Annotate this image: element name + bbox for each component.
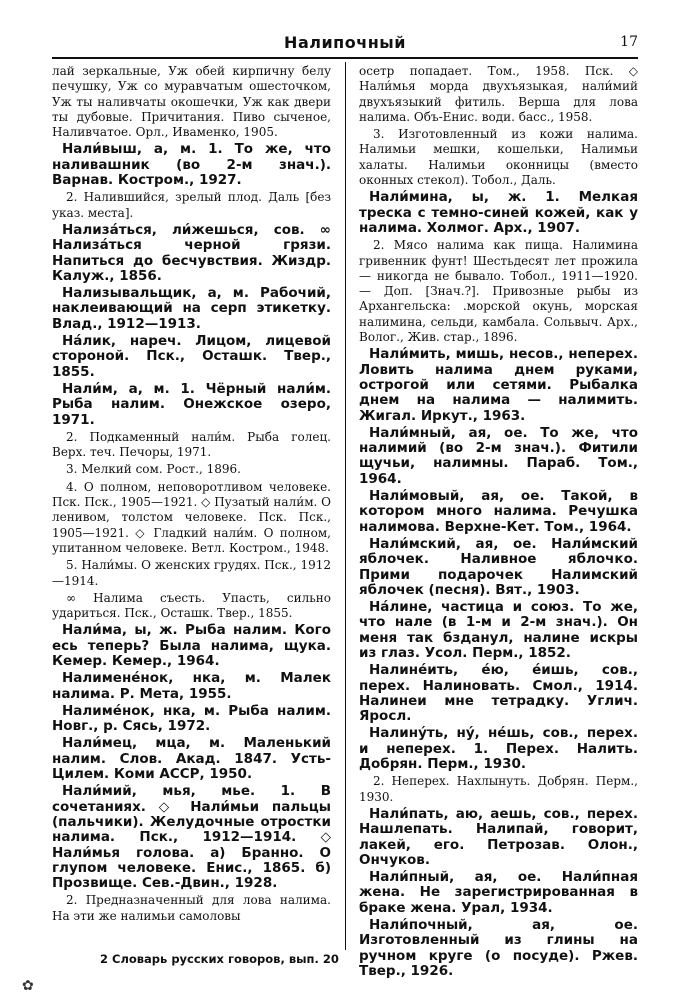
entry-headword: На́лик, — [62, 333, 117, 350]
printer-ornament-icon: ✿ — [22, 978, 34, 994]
entry-text: а, м. 1. То же, что наливашник (во 2-м знач.). Варнав. Костром., 1927. — [52, 141, 331, 189]
entry-text: 2. Подкаменный нали́м. Рыба голец. Верх. теч. Печоры, 1971. — [52, 429, 331, 460]
entry-text: частица и союз. То же, что нале (в 1-м и 2-м знач.). Он меня так бзданул, налине искры из глаз. Усол. Перм., 1852. — [359, 599, 638, 661]
page-header — [52, 30, 638, 56]
dictionary-entry — [359, 537, 638, 598]
entry-text: е́ю, е́ишь, сов., перех. Налиновать. Смол., 1914. Налинеи мне тетрадку. Углич. Яросл. — [359, 662, 638, 725]
entry-headword: Нали́мовый, — [369, 488, 465, 505]
entry-text: мца, м. Маленький налим. Слов. Акад. 1847. Усть-Цилем. Коми АССР, 1950. — [52, 735, 331, 783]
page-number: 17 — [620, 34, 638, 50]
entry-text: мья, мье. 1. В сочетаниях. ◇ Нали́мьи пальцы (пальчики). Желудочные отростки налима. Пск., 1912—1914. ◇ Нали́мья голова. а) Бранно. О глупом человеке. Енис., 1865. б) Прозвище. Сев.-Двин., 1928. — [52, 783, 331, 892]
entry-text: 2. Мясо налима как пища. Налимина гривенник фунт! Шестьдесят лет прожила — никогда не бывало. Тобол., 1911—1920. — Доп. [Знач.?]. Привозные рыбы из Архангельска: .морской окунь, морская налимина, сельди, камбала. Сольвыч. Арх., Волог., Жив. стар., 1896. — [359, 238, 638, 345]
entry-text: осетр попадает. Том., 1958. Пск. ◇ Нали́мья морда двухъязыкая, нали́мий двухъязыкий фитиль. Верша для лова налима. Объ-Енис. води. басс., 1958. — [359, 64, 638, 124]
entry-text: ая, ое. Такой, в котором много налима. Речушка налимова. Верхне-Кет. Том., 1964. — [359, 488, 638, 535]
entry-text: 2. Неперех. Нахлынуть. Добрян. Перм., 1930. — [359, 774, 638, 804]
dictionary-entry — [52, 558, 331, 589]
dictionary-entry — [52, 462, 331, 477]
entry-text: ы, ж. Рыба налим. Кого есь теперь? Была налима, щука. Кемер. Кемер., 1964. — [52, 622, 331, 669]
right-column — [359, 64, 638, 979]
dictionary-entry — [52, 223, 331, 284]
entry-headword: Нали́почный, — [369, 917, 473, 934]
entry-text: 4. О полном, неповоротливом человеке. Пск. Пск., 1905—1921. ◇ Пузатый нали́м. О ленивом, толстом человеке. Пск. Пск., 1905—1921. ◇ Гладкий нали́м. О полном, упитанном человеке. Ветл. Костром., 1948. — [52, 479, 331, 555]
dictionary-entry — [52, 480, 331, 556]
entry-text: нареч. Лицом, лицевой стороной. Пск., Осташк. Твер., 1855. — [52, 333, 331, 380]
entry-text: ая, ое. Нали́мский яблочек. Наливное яблочко. Прими подарочек Налимский яблочек (песня). Вят., 1903. — [359, 535, 638, 598]
entry-text: ли́жешься, сов. ∞ Нализа́ться черной грязи. Напиться до бесчувствия. Жиздр. Калуж., 1856. — [52, 221, 331, 284]
entry-text: 2. Налившийся, зрелый плод. Даль [без указ. места]. — [52, 190, 331, 220]
dictionary-entry — [359, 807, 638, 868]
entry-text: ∞ Налима съесть. Упасть, сильно удариться. Пск., Осташк. Твер., 1855. — [52, 590, 331, 621]
dictionary-entry — [359, 600, 638, 661]
dictionary-entry — [52, 671, 331, 702]
dictionary-entry — [359, 663, 638, 724]
entry-headword: Нали́ма, — [62, 622, 128, 639]
entry-headword: Нали́мина, — [369, 189, 453, 206]
dictionary-entry — [359, 127, 638, 188]
dictionary-entry — [359, 238, 638, 345]
dictionary-entry — [359, 870, 638, 916]
entry-text: аю, аешь, сов., перех. Нашлепать. Налипай, говорит, лакей, его. Петрозав. Олон., Ончуков. — [359, 805, 638, 868]
entry-headword: На́лине, — [369, 599, 433, 616]
entry-text: мишь, несов., неперех. Ловить налима днем руками, острогой или сетями. Рыбалка днем на налима — налимить. Жигал. Иркут., 1963. — [359, 346, 638, 424]
entry-headword: Налину́ть, — [369, 725, 449, 742]
entry-text: ая, ое. Нали́пная жена. Не зарегистрированная в браке жена. Урал, 1934. — [359, 869, 638, 916]
footer-signature: 2 Словарь русских говоров, вып. 20 — [100, 952, 339, 966]
dictionary-entry — [52, 736, 331, 782]
dictionary-entry — [359, 190, 638, 236]
entry-headword: Нали́пный, — [369, 869, 455, 886]
entry-text: ну́, не́шь, сов., перех. и неперех. 1. Перех. Налить. Добрян. Перм., 1930. — [359, 725, 638, 773]
dictionary-entry — [52, 334, 331, 380]
entry-text: нка, м. Малек налима. Р. Мета, 1955. — [52, 670, 331, 702]
entry-text: ая, ое. То же, что налимий (во 2-м знач.). Фитили щучьи, налимны. Параб. Том., 1964. — [359, 424, 638, 487]
entry-headword: Нализывальщик, — [62, 285, 197, 302]
entry-text: ая, ое. Изготовленный из глины на ручном круге (о посуде). Ржев. Твер., 1926. — [359, 917, 638, 979]
dictionary-entry — [52, 784, 331, 891]
entry-text: 3. Изготовленный из кожи налима. Налимьи мешки, кошельки, Налимьи халаты. Налимьи оконницы (вместо оконных стекол). Тобол., Даль. — [359, 127, 638, 188]
dictionary-entry — [359, 64, 638, 125]
dictionary-entry — [52, 591, 331, 622]
entry-headword: Нализа́ться, — [62, 221, 157, 238]
entry-headword: Нали́мий, — [62, 783, 137, 800]
dictionary-entry — [52, 142, 331, 188]
dictionary-entry — [52, 893, 331, 924]
entry-text: ы, ж. 1. Мелкая треска с темно-синей кожей, как у налима. Холмог. Арх., 1907. — [359, 189, 638, 236]
dictionary-entry — [359, 726, 638, 772]
dictionary-entry — [52, 704, 331, 735]
entry-headword: Нали́выш, — [62, 141, 142, 158]
entry-headword: Налиме́нок, — [62, 702, 155, 719]
column-divider — [345, 62, 346, 950]
dictionary-entry — [359, 489, 638, 535]
entry-text: а, м. Рабочий, наклеивающий на серп этикетку. Влад., 1912—1913. — [52, 285, 331, 332]
entry-headword: Нали́м, — [62, 380, 118, 397]
entry-headword: Нали́пать, — [369, 805, 449, 822]
entry-text: а, м. 1. Чёрный нали́м. Рыба налим. Онежское озеро, 1971. — [52, 380, 331, 428]
entry-text: 5. Нали́мы. О женских грудях. Пск., 1912—1914. — [52, 558, 331, 588]
entry-text: нка, м. Рыба налим. Новг., р. Сясь, 1972. — [52, 702, 331, 735]
dictionary-entry — [52, 190, 331, 221]
dictionary-entry — [359, 426, 638, 487]
entry-text: 3. Мелкий сом. Рост., 1896. — [66, 462, 241, 477]
dictionary-entry — [359, 774, 638, 805]
dictionary-entry — [52, 382, 331, 428]
entry-headword: Нали́мить, — [369, 346, 451, 363]
entry-text: 2. Предназначенный для лова налима. На эти же налимьи самоловы — [52, 893, 331, 923]
dictionary-entry — [52, 64, 331, 140]
dictionary-entry — [52, 286, 331, 332]
entry-headword: Налимене́нок, — [62, 670, 174, 687]
left-column — [52, 64, 331, 948]
entry-headword: Нали́мский, — [369, 535, 462, 552]
header-rule — [52, 57, 638, 59]
entry-headword: Нали́мный, — [369, 424, 456, 441]
entry-headword: Налине́ить, — [369, 662, 459, 679]
running-head: Налипочный — [284, 33, 406, 52]
entry-text: лай зеркальные, Уж обей кирпичну белу печушку, Уж со муравчатым ошесточком, Уж ты наливчаты окошечки, Уж как двери ты дубовые. Причитания. Пиво сыченое, Наливчатое. Орл., Иваменко, 1905. — [52, 64, 331, 140]
dictionary-entry — [52, 623, 331, 669]
entry-headword: Нали́мец, — [62, 735, 138, 752]
dictionary-entry — [359, 347, 638, 423]
dictionary-entry — [359, 918, 638, 979]
dictionary-entry — [52, 430, 331, 461]
